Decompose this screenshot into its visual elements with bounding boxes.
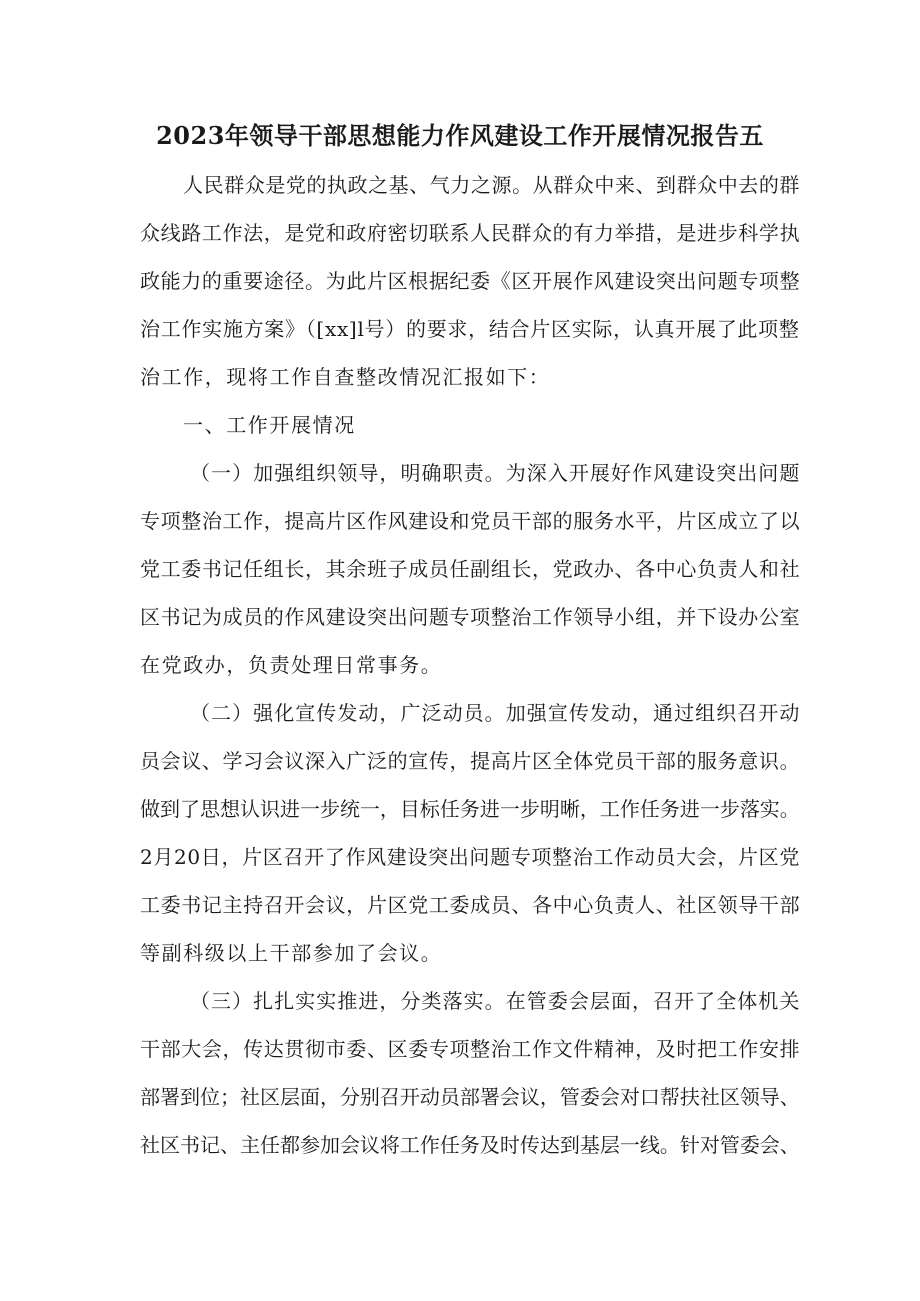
paragraph-line: （三）扎扎实实推进，分类落实。在管委会层面，召开了全体机关 <box>190 989 801 1013</box>
paragraph-line: 在党政办，负责处理日常事务。 <box>140 653 443 677</box>
paragraph-line: 干部大会，传达贯彻市委、区委专项整治工作文件精神，及时把工作安排 <box>140 1037 801 1061</box>
paragraph-line: 治工作实施方案》（[xx]l号）的要求，结合片区实际，认真开展了此项整 <box>140 317 800 341</box>
paragraph-line: 2月20日，片区召开了作风建设突出问题专项整治工作动员大会，片区党 <box>140 845 800 869</box>
paragraph-line: （一）加强组织领导，明确职责。为深入开展好作风建设突出问题 <box>190 461 801 485</box>
document-title: 2023年领导干部思想能力作风建设工作开展情况报告五 <box>156 121 764 150</box>
paragraph-line: 专项整治工作，提高片区作风建设和党员干部的服务水平，片区成立了以 <box>140 509 801 533</box>
section-heading: 一、工作开展情况 <box>183 413 356 437</box>
paragraph-line: 部署到位；社区层面，分别召开动员部署会议，管委会对口帮扶社区领导、 <box>140 1085 800 1109</box>
paragraph-line: 员会议、学习会议深入广泛的宣传，提高片区全体党员干部的服务意识。 <box>140 749 801 773</box>
paragraph-line: 做到了思想认识进一步统一，目标任务进一步明晰，工作任务进一步落实。 <box>140 797 800 821</box>
paragraph-line: （二）强化宣传发动，广泛动员。加强宣传发动，通过组织召开动 <box>190 701 801 725</box>
paragraph-line: 党工委书记任组长，其余班子成员任副组长，党政办、各中心负责人和社 <box>140 557 801 581</box>
paragraph-line: 工委书记主持召开会议，片区党工委成员、各中心负责人、社区领导干部 <box>140 893 801 917</box>
paragraph-line: 众线路工作法，是党和政府密切联系人民群众的有力举措，是进步科学执 <box>140 221 801 245</box>
paragraph-line: 社区书记、主任都参加会议将工作任务及时传达到基层一线。针对管委会、 <box>140 1133 800 1157</box>
paragraph-line: 区书记为成员的作风建设突出问题专项整治工作领导小组，并下设办公室 <box>140 605 801 629</box>
paragraph-line: 等副科级以上干部参加了会议。 <box>140 941 443 965</box>
paragraph-line: 治工作，现将工作自查整改情况汇报如下： <box>140 365 551 389</box>
paragraph-line: 政能力的重要途径。为此片区根据纪委《区开展作风建设突出问题专项整 <box>140 269 801 293</box>
paragraph-line: 人民群众是党的执政之基、气力之源。从群众中来、到群众中去的群 <box>183 173 800 197</box>
